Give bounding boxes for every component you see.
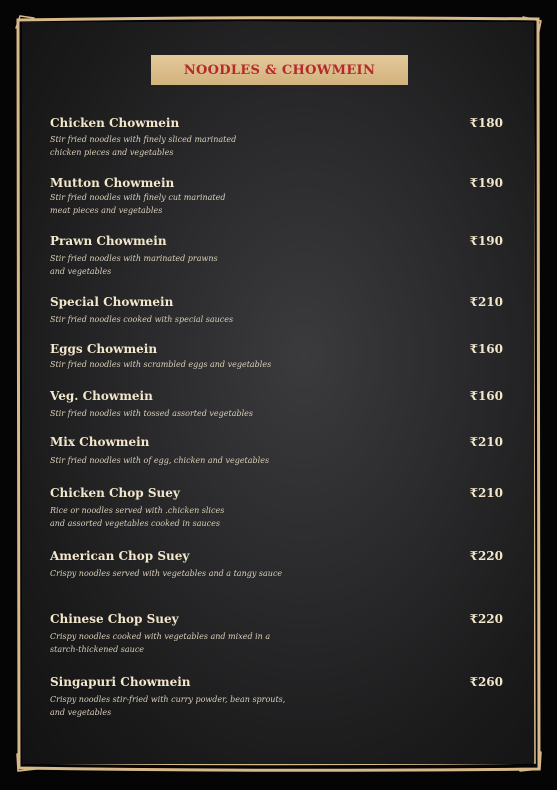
- menu-item: [50, 486, 510, 530]
- item-description: [50, 567, 510, 580]
- menu-item: [50, 612, 510, 656]
- menu-item: [50, 295, 510, 326]
- item-description-line: Stir fried noodles with finely cut marinated: [50, 193, 226, 202]
- item-name: Prawn Chowmein: [50, 234, 167, 248]
- menu-item: [50, 435, 510, 467]
- menu-item: [50, 234, 510, 278]
- item-name: Special Chowmein: [50, 295, 174, 309]
- item-description-line: Stir fried noodles with marinated prawns: [50, 254, 218, 263]
- item-name: Mix Chowmein: [50, 435, 150, 449]
- item-description: [50, 313, 510, 326]
- item-description-line: Stir fried noodles with scrambled eggs and vegetables: [50, 360, 272, 369]
- menu-item: [50, 176, 510, 217]
- item-description-line: Rice or noodles served with .chicken slices: [50, 506, 225, 515]
- item-description: [50, 630, 510, 656]
- item-name: Chicken Chop Suey: [50, 486, 180, 500]
- item-description-line: starch-thickened sauce: [50, 645, 145, 654]
- item-name: Eggs Chowmein: [50, 342, 158, 356]
- item-description-line: and assorted vegetables cooked in sauces: [50, 519, 220, 528]
- item-description: [50, 454, 510, 467]
- item-description: [50, 693, 510, 719]
- item-description: [50, 191, 510, 217]
- item-description-line: Crispy noodles served with vegetables and a tangy sauce: [50, 569, 283, 578]
- item-price: ₹210: [469, 486, 503, 500]
- menu-item: [50, 342, 510, 371]
- item-description: [50, 407, 510, 420]
- item-name: Chicken Chowmein: [50, 116, 180, 130]
- menu-item: [50, 389, 510, 420]
- menu-item: [50, 549, 510, 580]
- item-price: ₹180: [469, 116, 503, 130]
- item-description-line: Stir fried noodles with finely sliced marinated: [50, 135, 237, 144]
- item-description-line: Stir fried noodles with tossed assorted vegetables: [50, 409, 254, 418]
- item-price: ₹190: [469, 176, 503, 190]
- item-description-line: Crispy noodles cooked with vegetables and mixed in a: [50, 632, 271, 641]
- item-price: ₹210: [469, 435, 503, 449]
- item-description-line: meat pieces and vegetables: [50, 206, 163, 215]
- item-price: ₹220: [469, 612, 503, 626]
- item-description: [50, 252, 510, 278]
- item-description-line: Crispy noodles stir-fried with curry powder, bean sprouts,: [50, 695, 286, 704]
- item-price: ₹160: [469, 389, 503, 403]
- item-description-line: chicken pieces and vegetables: [50, 148, 174, 157]
- item-name: Singapuri Chowmein: [50, 675, 191, 689]
- item-description-line: and vegetables: [50, 267, 112, 276]
- item-price: ₹260: [469, 675, 503, 689]
- item-description-line: and vegetables: [50, 708, 112, 717]
- item-name: American Chop Suey: [50, 549, 190, 563]
- menu-item: [50, 116, 510, 159]
- item-name: Veg. Chowmein: [50, 389, 153, 403]
- item-name: Chinese Chop Suey: [50, 612, 179, 626]
- item-price: ₹160: [469, 342, 503, 356]
- item-description: [50, 358, 510, 371]
- item-description-line: Stir fried noodles cooked with special sauces: [50, 315, 234, 324]
- item-description: [50, 133, 510, 159]
- item-description: [50, 504, 510, 530]
- item-description-line: Stir fried noodles with of egg, chicken and vegetables: [50, 456, 270, 465]
- section-title: NOODLES & CHOWMEIN: [183, 62, 376, 78]
- item-price: ₹210: [469, 295, 503, 309]
- item-price: ₹220: [469, 549, 503, 563]
- item-name: Mutton Chowmein: [50, 176, 175, 190]
- menu-item: [50, 675, 510, 719]
- item-price: ₹190: [469, 234, 503, 248]
- section-title-banner: [151, 55, 408, 85]
